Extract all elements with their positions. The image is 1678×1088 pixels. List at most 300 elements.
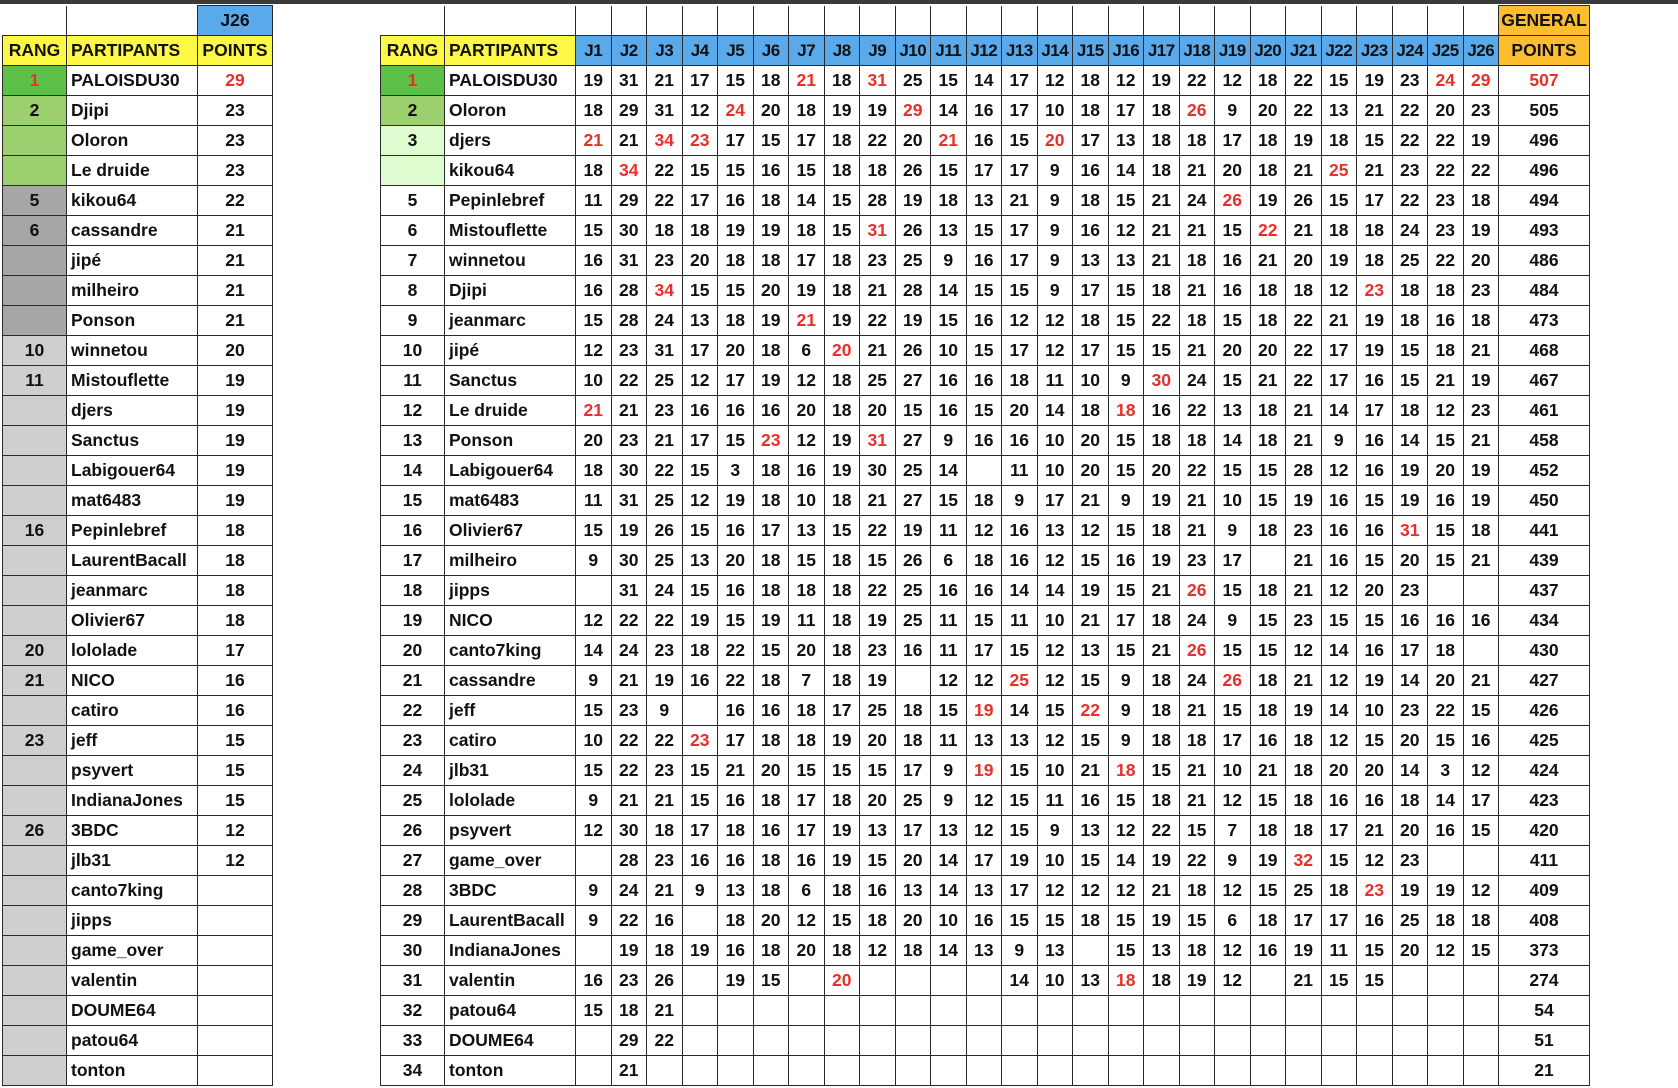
score-cell: 34 (647, 276, 683, 306)
table-row (381, 906, 1590, 936)
score-cell: 10 (931, 906, 967, 936)
table-row (3, 66, 273, 96)
score-cell: 21 (1286, 966, 1322, 996)
score-cell: 21 (611, 396, 647, 426)
score-cell: 21 (1179, 216, 1215, 246)
table-row (381, 726, 1590, 756)
score-cell: 28 (611, 846, 647, 876)
score-cell: 24 (1179, 606, 1215, 636)
score-cell: 19 (1144, 66, 1180, 96)
score-cell: 12 (966, 786, 1002, 816)
participant-name: PALOISDU30 (67, 66, 198, 96)
score-cell: 18 (718, 906, 754, 936)
rank-cell (3, 456, 67, 486)
points-cell: 18 (198, 516, 273, 546)
score-cell: 31 (611, 576, 647, 606)
score-cell: 19 (1250, 846, 1286, 876)
score-cell: 18 (1250, 306, 1286, 336)
score-cell: 10 (1073, 366, 1109, 396)
score-cell (682, 1026, 718, 1056)
score-cell: 16 (753, 696, 789, 726)
total-points-cell: 434 (1499, 606, 1590, 636)
points-cell: 23 (198, 126, 273, 156)
score-cell: 19 (1463, 216, 1499, 246)
score-cell: 17 (682, 426, 718, 456)
score-cell: 17 (1357, 396, 1393, 426)
score-cell: 18 (895, 936, 931, 966)
rank-cell: 22 (381, 696, 445, 726)
score-cell: 9 (1108, 666, 1144, 696)
score-cell (1073, 996, 1109, 1026)
score-cell: 21 (611, 1056, 647, 1086)
score-cell: 25 (1002, 666, 1038, 696)
score-cell: 18 (1179, 246, 1215, 276)
score-cell: 11 (1037, 786, 1073, 816)
rank-cell (3, 936, 67, 966)
score-cell: 15 (789, 756, 825, 786)
rank-cell (3, 426, 67, 456)
score-cell: 12 (576, 336, 612, 366)
score-cell: 20 (860, 726, 896, 756)
score-cell: 10 (1037, 606, 1073, 636)
table-row (3, 906, 273, 936)
score-cell: 15 (1321, 846, 1357, 876)
score-cell (576, 936, 612, 966)
score-cell: 13 (1002, 726, 1038, 756)
rank-cell: 8 (381, 276, 445, 306)
score-cell: 19 (895, 306, 931, 336)
score-cell: 18 (753, 786, 789, 816)
points-cell: 18 (198, 546, 273, 576)
score-cell: 19 (1073, 576, 1109, 606)
score-cell: 21 (1357, 96, 1393, 126)
score-cell: 17 (1215, 546, 1251, 576)
score-cell: 11 (1002, 456, 1038, 486)
score-cell: 25 (895, 606, 931, 636)
score-cell: 6 (931, 546, 967, 576)
participant-name: Ponson (67, 306, 198, 336)
score-cell: 19 (824, 816, 860, 846)
score-cell: 22 (718, 636, 754, 666)
day-header: J21 (1286, 36, 1322, 66)
score-cell (1002, 1026, 1038, 1056)
participant-name: catiro (67, 696, 198, 726)
score-cell: 16 (1002, 546, 1038, 576)
score-cell: 21 (1073, 606, 1109, 636)
score-cell: 31 (1392, 516, 1428, 546)
points-cell: 21 (198, 276, 273, 306)
table-row (381, 786, 1590, 816)
score-cell: 18 (895, 726, 931, 756)
blank-cell (1428, 6, 1464, 36)
points-cell: 22 (198, 186, 273, 216)
participant-name: LaurentBacall (67, 546, 198, 576)
score-cell (895, 966, 931, 996)
total-points-cell: 493 (1499, 216, 1590, 246)
score-cell: 18 (647, 936, 683, 966)
score-cell: 15 (824, 186, 860, 216)
participant-name: Ponson (445, 426, 576, 456)
score-cell: 15 (1321, 186, 1357, 216)
rank-cell: 31 (381, 966, 445, 996)
score-cell: 15 (1144, 756, 1180, 786)
score-cell: 20 (1073, 426, 1109, 456)
score-cell: 16 (1428, 816, 1464, 846)
score-cell: 17 (1002, 96, 1038, 126)
score-cell: 18 (1144, 966, 1180, 996)
score-cell: 15 (1392, 336, 1428, 366)
rank-cell: 5 (381, 186, 445, 216)
score-cell: 15 (931, 696, 967, 726)
score-cell: 15 (1037, 696, 1073, 726)
score-cell: 21 (1463, 546, 1499, 576)
participant-name: jeanmarc (445, 306, 576, 336)
score-cell (789, 966, 825, 996)
total-points-cell: 274 (1499, 966, 1590, 996)
total-points-cell: 427 (1499, 666, 1590, 696)
score-cell: 9 (647, 696, 683, 726)
points-cell (198, 1026, 273, 1056)
score-cell: 15 (966, 216, 1002, 246)
score-cell: 10 (1037, 846, 1073, 876)
score-cell: 12 (1037, 336, 1073, 366)
score-cell: 18 (1250, 696, 1286, 726)
score-cell: 18 (682, 636, 718, 666)
table-row (381, 846, 1590, 876)
participant-name: game_over (445, 846, 576, 876)
table-row (381, 246, 1590, 276)
rank-cell: 15 (381, 486, 445, 516)
score-cell: 19 (1463, 486, 1499, 516)
score-cell: 9 (931, 426, 967, 456)
score-cell: 18 (1392, 786, 1428, 816)
score-cell: 13 (1073, 966, 1109, 996)
score-cell: 18 (1179, 126, 1215, 156)
score-cell: 18 (576, 156, 612, 186)
score-cell: 12 (1037, 66, 1073, 96)
points-cell: 19 (198, 486, 273, 516)
rank-cell (3, 1026, 67, 1056)
total-points-cell: 21 (1499, 1056, 1590, 1086)
blank-cell (647, 6, 683, 36)
score-cell: 21 (1144, 576, 1180, 606)
score-cell: 15 (682, 156, 718, 186)
score-cell: 19 (718, 966, 754, 996)
score-cell (1286, 1056, 1322, 1086)
score-cell: 12 (860, 936, 896, 966)
score-cell: 15 (1073, 666, 1109, 696)
score-cell: 10 (931, 336, 967, 366)
participants-header: PARTIPANTS (445, 36, 576, 66)
score-cell: 16 (1215, 276, 1251, 306)
score-cell: 20 (895, 846, 931, 876)
rank-cell: 10 (381, 336, 445, 366)
score-cell: 18 (753, 336, 789, 366)
score-cell: 18 (1428, 276, 1464, 306)
score-cell (576, 1026, 612, 1056)
score-cell: 13 (966, 936, 1002, 966)
score-cell: 20 (753, 276, 789, 306)
total-points-cell: 467 (1499, 366, 1590, 396)
score-cell: 23 (647, 636, 683, 666)
score-cell: 18 (1250, 516, 1286, 546)
rank-cell: 26 (381, 816, 445, 846)
score-cell: 17 (966, 156, 1002, 186)
score-cell: 14 (1108, 156, 1144, 186)
score-cell (1463, 636, 1499, 666)
score-cell: 17 (789, 126, 825, 156)
score-cell: 15 (1108, 306, 1144, 336)
score-cell (1463, 1026, 1499, 1056)
score-cell (895, 666, 931, 696)
total-points-cell: 54 (1499, 996, 1590, 1026)
rank-cell: 1 (381, 66, 445, 96)
score-cell: 15 (1215, 366, 1251, 396)
rank-cell: 11 (381, 366, 445, 396)
score-cell: 18 (824, 636, 860, 666)
score-cell: 18 (1286, 756, 1322, 786)
score-cell: 21 (576, 396, 612, 426)
score-cell: 16 (860, 876, 896, 906)
score-cell: 15 (966, 276, 1002, 306)
score-cell: 26 (1179, 636, 1215, 666)
score-cell: 34 (611, 156, 647, 186)
rank-cell: 23 (381, 726, 445, 756)
score-cell: 22 (1144, 306, 1180, 336)
participant-name: jeanmarc (67, 576, 198, 606)
score-cell: 21 (647, 876, 683, 906)
score-cell (1037, 996, 1073, 1026)
table-row (381, 66, 1590, 96)
score-cell: 17 (1215, 126, 1251, 156)
total-points-cell: 408 (1499, 906, 1590, 936)
score-cell (1073, 936, 1109, 966)
score-cell: 23 (1392, 696, 1428, 726)
rank-cell (3, 876, 67, 906)
blank-cell (576, 6, 612, 36)
score-cell: 15 (1463, 936, 1499, 966)
score-cell: 22 (1286, 336, 1322, 366)
score-cell: 19 (824, 306, 860, 336)
table-row (381, 516, 1590, 546)
score-cell: 30 (860, 456, 896, 486)
blank-cell (1250, 6, 1286, 36)
score-cell: 19 (1144, 846, 1180, 876)
score-cell: 18 (824, 156, 860, 186)
score-cell: 14 (1002, 696, 1038, 726)
rank-cell: 20 (381, 636, 445, 666)
score-cell: 15 (1037, 906, 1073, 936)
score-cell: 21 (1179, 696, 1215, 726)
table-row (381, 96, 1590, 126)
score-cell: 16 (1250, 726, 1286, 756)
score-cell: 25 (647, 366, 683, 396)
score-cell: 21 (1179, 336, 1215, 366)
participant-name: Djipi (445, 276, 576, 306)
score-cell: 15 (789, 156, 825, 186)
score-cell: 16 (1250, 936, 1286, 966)
score-cell: 16 (1357, 906, 1393, 936)
total-points-cell: 468 (1499, 336, 1590, 366)
blank-cell (1392, 6, 1428, 36)
table-row (381, 186, 1590, 216)
score-cell: 15 (1215, 696, 1251, 726)
score-cell: 17 (1215, 726, 1251, 756)
score-cell: 21 (1179, 786, 1215, 816)
score-cell: 12 (1073, 876, 1109, 906)
score-cell: 23 (682, 126, 718, 156)
score-cell: 9 (1002, 936, 1038, 966)
score-cell: 22 (611, 726, 647, 756)
rank-cell: 11 (3, 366, 67, 396)
general-label: GENERAL (1499, 6, 1590, 36)
day-header: J18 (1179, 36, 1215, 66)
participant-name: 3BDC (445, 876, 576, 906)
day-header: J17 (1144, 36, 1180, 66)
score-cell: 21 (1286, 216, 1322, 246)
score-cell: 20 (895, 906, 931, 936)
score-cell: 9 (1108, 486, 1144, 516)
score-cell (1392, 996, 1428, 1026)
score-cell: 12 (1215, 936, 1251, 966)
score-cell: 17 (1073, 126, 1109, 156)
score-cell: 15 (1357, 546, 1393, 576)
score-cell: 21 (1286, 156, 1322, 186)
participant-name: Labigouer64 (67, 456, 198, 486)
score-cell: 18 (1321, 216, 1357, 246)
blank-cell (1002, 6, 1038, 36)
score-cell: 15 (682, 276, 718, 306)
score-cell (966, 1056, 1002, 1086)
score-cell: 17 (718, 726, 754, 756)
table-row (381, 666, 1590, 696)
score-cell: 15 (1215, 576, 1251, 606)
score-cell: 18 (753, 456, 789, 486)
score-cell: 21 (1250, 756, 1286, 786)
score-cell: 11 (576, 486, 612, 516)
score-cell: 19 (824, 456, 860, 486)
score-cell: 17 (1108, 96, 1144, 126)
score-cell (966, 966, 1002, 996)
score-cell (931, 1056, 967, 1086)
score-cell (1144, 996, 1180, 1026)
score-cell: 19 (789, 276, 825, 306)
participant-name: Oloron (67, 126, 198, 156)
score-cell: 16 (1463, 726, 1499, 756)
score-cell: 18 (1250, 156, 1286, 186)
score-cell: 12 (1321, 576, 1357, 606)
score-cell: 21 (789, 66, 825, 96)
score-cell: 23 (1357, 876, 1393, 906)
total-points-cell: 473 (1499, 306, 1590, 336)
table-row (3, 156, 273, 186)
score-cell: 18 (1463, 516, 1499, 546)
score-cell: 21 (1073, 756, 1109, 786)
score-cell: 18 (1179, 426, 1215, 456)
score-cell: 20 (1357, 576, 1393, 606)
score-cell: 22 (1392, 126, 1428, 156)
score-cell: 22 (1179, 456, 1215, 486)
day-ranking-table (2, 5, 273, 1086)
score-cell: 15 (966, 396, 1002, 426)
total-points-cell: 450 (1499, 486, 1590, 516)
score-cell: 18 (753, 876, 789, 906)
score-cell: 19 (860, 606, 896, 636)
participant-name: Sanctus (67, 426, 198, 456)
score-cell (1215, 996, 1251, 1026)
score-cell: 17 (1037, 486, 1073, 516)
score-cell: 15 (1002, 756, 1038, 786)
score-cell: 18 (824, 366, 860, 396)
day-header: J15 (1073, 36, 1109, 66)
score-cell (895, 1026, 931, 1056)
score-cell: 17 (1321, 906, 1357, 936)
score-cell: 18 (1144, 516, 1180, 546)
score-cell: 17 (966, 636, 1002, 666)
rank-cell: 1 (3, 66, 67, 96)
participant-name: jlb31 (67, 846, 198, 876)
total-points-cell: 423 (1499, 786, 1590, 816)
score-cell: 30 (611, 546, 647, 576)
score-cell: 19 (1002, 846, 1038, 876)
score-cell: 12 (1037, 666, 1073, 696)
table-row (381, 876, 1590, 906)
score-cell: 19 (753, 216, 789, 246)
score-cell: 22 (611, 906, 647, 936)
table-row (3, 276, 273, 306)
score-cell (966, 1026, 1002, 1056)
score-cell: 18 (1286, 786, 1322, 816)
score-cell: 23 (1428, 216, 1464, 246)
score-cell: 23 (611, 336, 647, 366)
score-cell (1463, 576, 1499, 606)
score-cell: 22 (1286, 366, 1322, 396)
score-cell: 16 (1428, 606, 1464, 636)
score-cell: 16 (682, 396, 718, 426)
rank-cell: 12 (381, 396, 445, 426)
score-cell: 12 (576, 816, 612, 846)
rank-cell: 14 (381, 456, 445, 486)
score-cell: 24 (718, 96, 754, 126)
table-row (3, 426, 273, 456)
points-cell: 18 (198, 606, 273, 636)
score-cell: 18 (1250, 906, 1286, 936)
score-cell: 12 (1321, 726, 1357, 756)
score-cell: 18 (718, 816, 754, 846)
points-cell: 12 (198, 816, 273, 846)
score-cell: 21 (1286, 396, 1322, 426)
score-cell: 22 (1179, 846, 1215, 876)
score-cell: 15 (576, 306, 612, 336)
score-cell: 19 (718, 486, 754, 516)
score-cell: 23 (1428, 186, 1464, 216)
score-cell: 18 (1463, 906, 1499, 936)
score-cell: 18 (824, 246, 860, 276)
score-cell (860, 1026, 896, 1056)
score-cell: 10 (1037, 966, 1073, 996)
score-cell: 18 (1428, 906, 1464, 936)
score-cell: 13 (966, 726, 1002, 756)
rank-cell: 32 (381, 996, 445, 1026)
score-cell: 15 (931, 306, 967, 336)
score-cell: 18 (576, 456, 612, 486)
score-cell: 15 (1428, 546, 1464, 576)
participant-name: jipé (445, 336, 576, 366)
score-cell: 29 (611, 1026, 647, 1056)
rank-cell: 23 (3, 726, 67, 756)
score-cell: 20 (1286, 246, 1322, 276)
points-cell: 16 (198, 666, 273, 696)
